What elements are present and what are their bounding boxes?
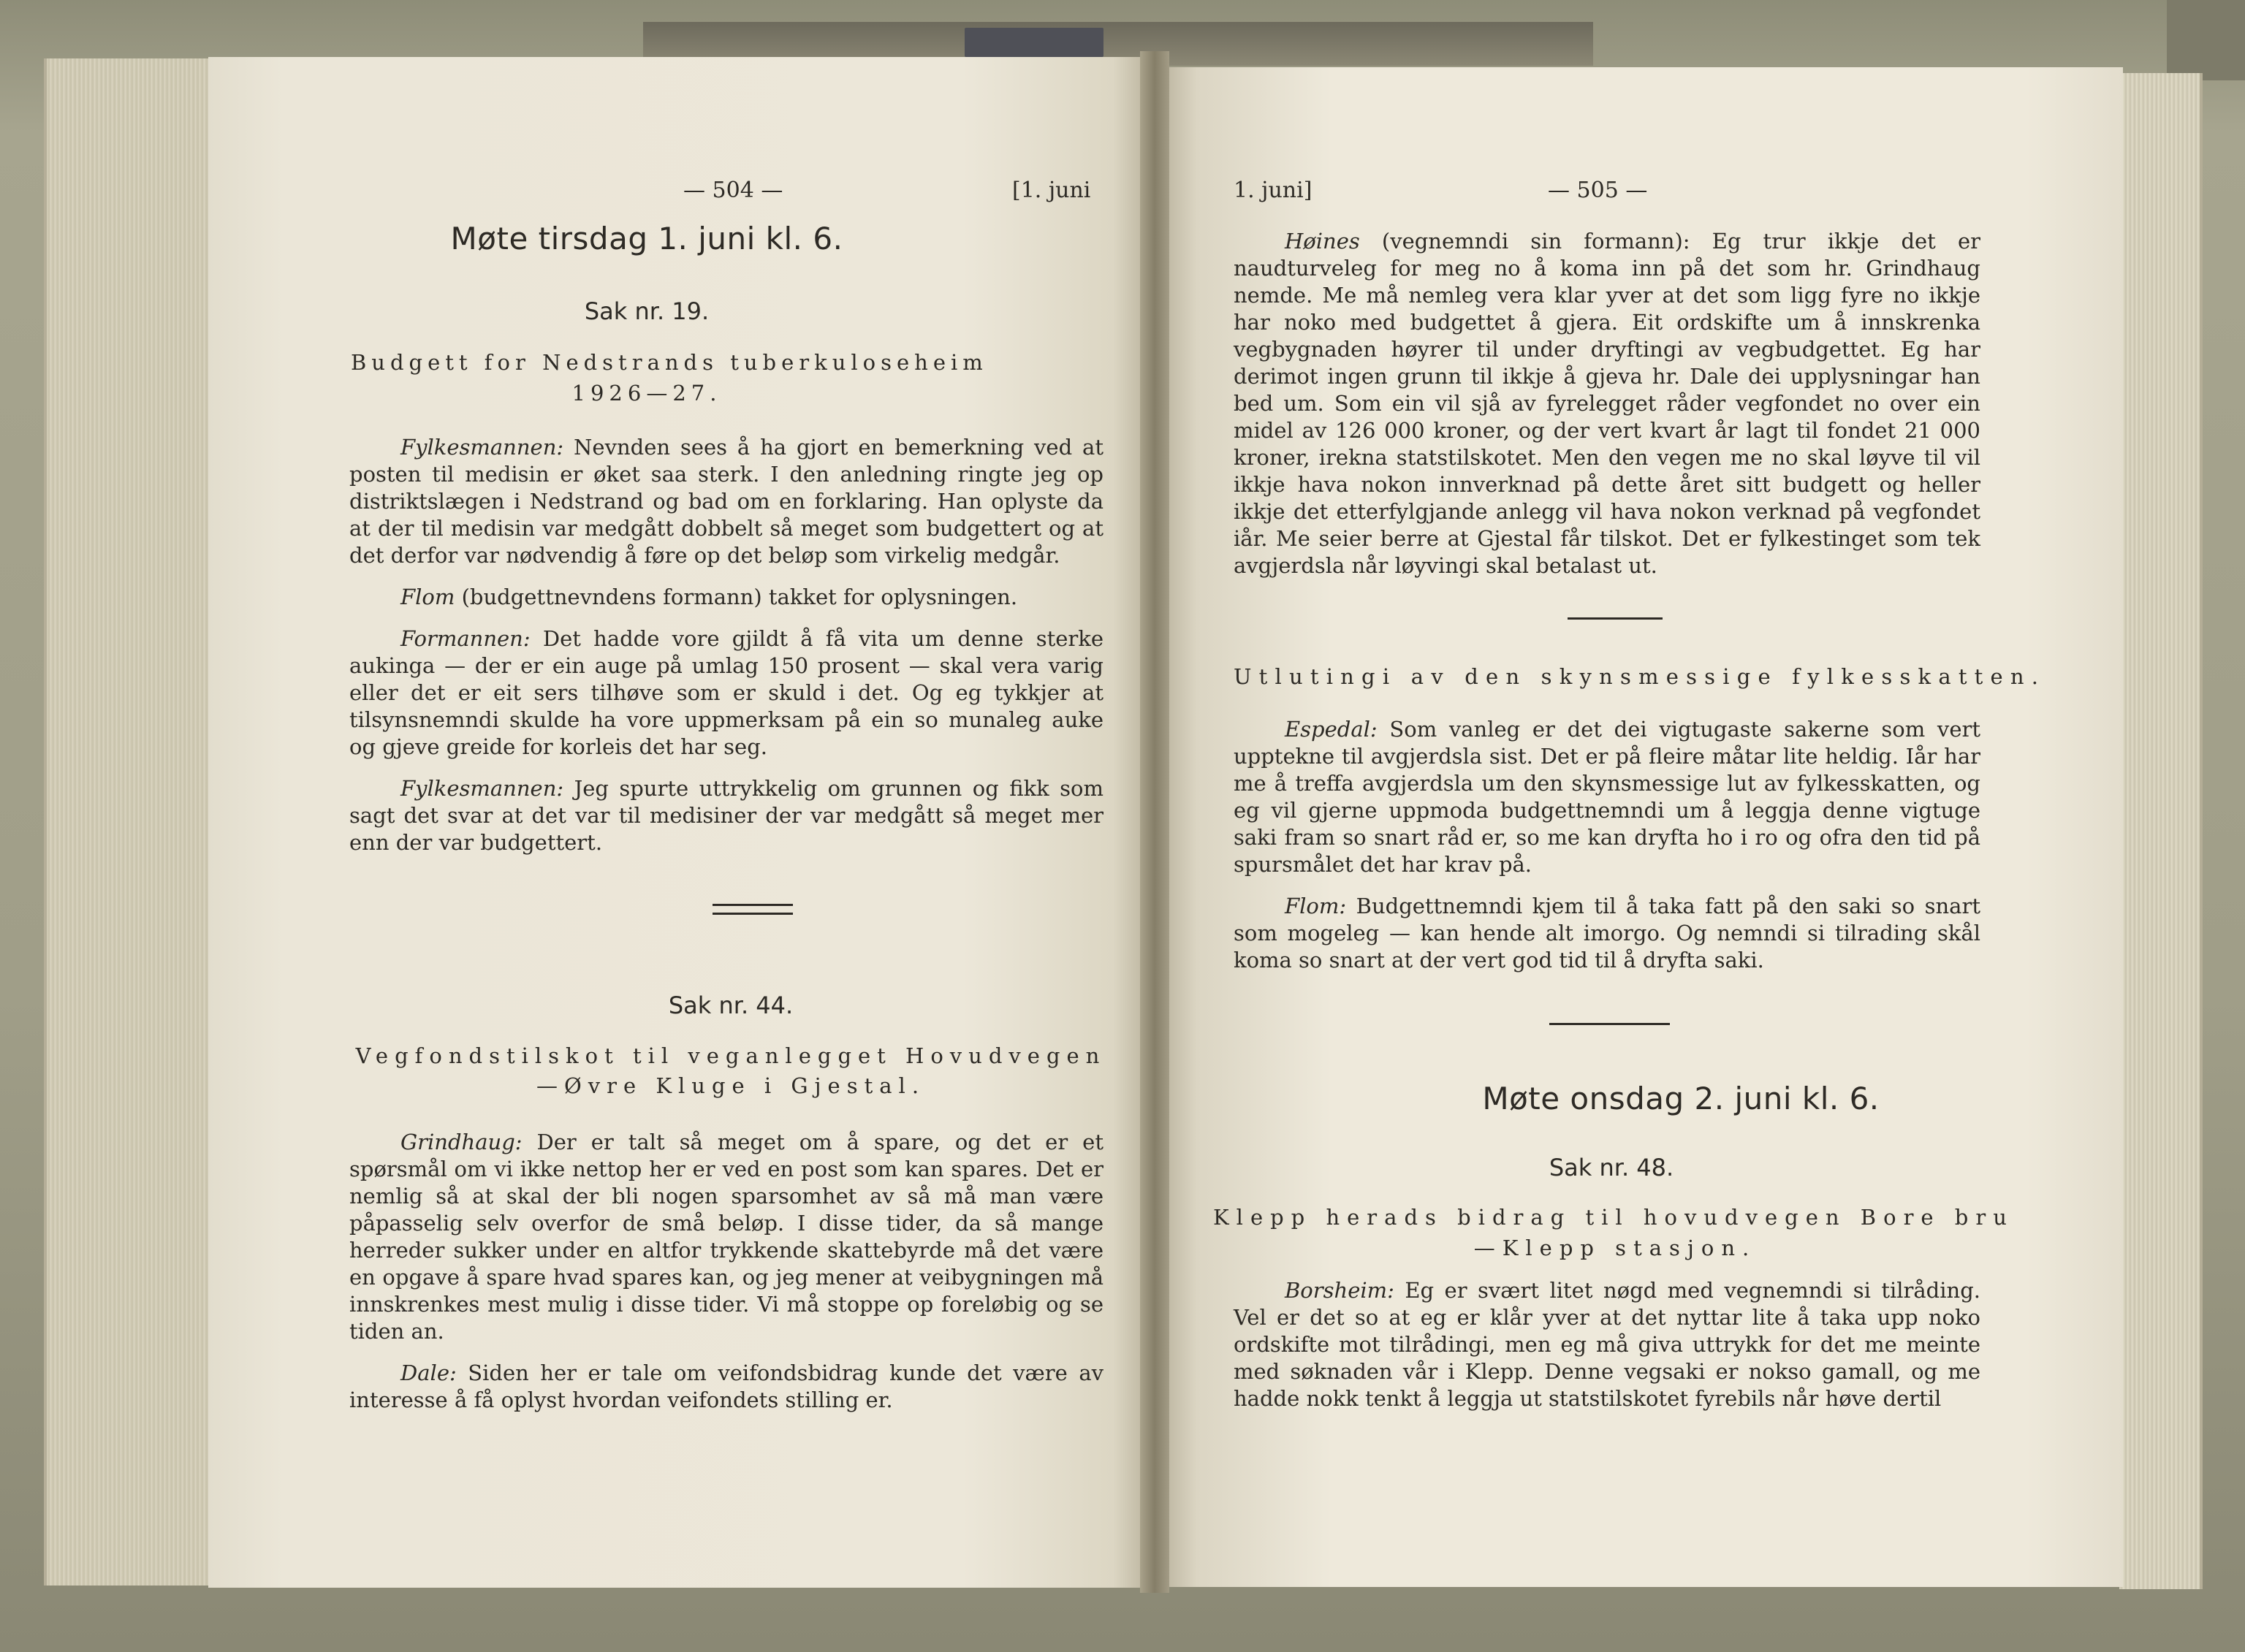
paragraph xyxy=(349,775,1103,856)
right-paragraphs-sak-44-cont xyxy=(1234,228,1980,579)
right-sak-48-number: Sak nr. 48. xyxy=(1549,1154,1674,1181)
paragraph-text: Der er talt så meget om å spare, og det er et spørsmål om vi ikke nettop her er ved en post som kan spares. Det er nemlig så at skal der bli nogen sparsomhet av så må man være påpasselig selv overfor de små beløp. I disse tider, da så mange herreder sukker under en altfor trykkende skattebyrde må det være en opgave å spare hvad spares kan, og jeg mener at veibygningen må innskrenkes mest mulig i disse tider. Vi må stoppe op foreløbig og se tiden an. xyxy=(349,1130,1103,1344)
section-divider xyxy=(1549,1023,1670,1025)
speaker-name: Flom: xyxy=(1285,894,1347,918)
book-cover-corner xyxy=(2167,0,2245,80)
left-paragraphs-sak-44 xyxy=(349,1129,1103,1414)
speaker-name: Borsheim: xyxy=(1285,1278,1394,1303)
speaker-name: Høines xyxy=(1285,229,1360,254)
left-sak-19-title-line2: 1926—27. xyxy=(571,381,722,406)
paragraph-text: Eg er svært litet nøgd med vegnemndi si tilråding. Vel er det so at eg er klår yver at det nyttar lite å taka upp noko ordskifte mot tilrådingi, men eg må giva uttrykk for det me meinte med søknaden vår i Klepp. Denne vegsaki er nokso gamall, og me hadde nokk tenkt å leggja ut statstilskotet fyrebils når høve dertil xyxy=(1234,1278,1980,1411)
paragraph xyxy=(349,434,1103,569)
right-paragraphs-sak-48 xyxy=(1234,1277,1980,1412)
page-stack-left xyxy=(44,58,215,1586)
paragraph-text: Jeg spurte uttrykkelig om grunnen og fikk som sagt det svar at det var til medisiner der var medgått så meget mer enn der var budgettert. xyxy=(349,776,1103,855)
left-meeting-title: Møte tirsdag 1. juni kl. 6. xyxy=(450,221,843,256)
speaker-name: Espedal: xyxy=(1285,717,1378,742)
paragraph-text: Siden her er tale om veifondsbidrag kunde det være av interesse å få oplyst hvordan veifondets stilling er. xyxy=(349,1360,1103,1412)
paragraph-text: Det hadde vore gjildt å få vita um denne sterke aukinga — der er ein auge på umlag 150 prosent — skal vera varig eller det er eit sers tilhøve som er skuld i det. Og eg tykkjer at tilsynsnemndi skulde ha vore uppmerksam på ein so munaleg auke og gjeve greide for korleis det har seg. xyxy=(349,626,1103,759)
paragraph xyxy=(1234,1277,1980,1412)
book-gutter xyxy=(1140,51,1169,1593)
right-page-number: — 505 — xyxy=(1548,178,1648,203)
speaker-name: Dale: xyxy=(400,1360,457,1385)
paragraph xyxy=(349,1360,1103,1414)
speaker-name: Flom xyxy=(400,585,455,609)
paragraph-text: Nevnden sees å ha gjort en bemerkning ved at posten til medisin er øket saa sterk. I den anledning ringte jeg op distriktslægen i Nedstrand og bad om en forklaring. Han oplyste da at der til medisin var medgått dobbelt så meget som budgettert og at det derfor var nødvendig å føre op det beløp som virkelig medgår. xyxy=(349,435,1103,568)
left-page-number: — 504 — xyxy=(683,178,783,203)
section-divider xyxy=(713,904,793,906)
left-paragraphs-sak-19 xyxy=(349,434,1103,856)
paragraph xyxy=(349,584,1103,611)
right-paragraphs-fylkesskatt xyxy=(1234,716,1980,974)
left-sak-19-title-line1: Budgett for Nedstrands tuberkuloseheim xyxy=(351,350,988,375)
right-sak-48-title-line2: —Klepp stasjon. xyxy=(1473,1236,1757,1260)
left-sak-44-title-line2: —Øvre Kluge i Gjestal. xyxy=(536,1073,926,1098)
speaker-name: Fylkesmannen: xyxy=(400,435,564,460)
speaker-name: Formannen: xyxy=(400,626,531,651)
left-sak-44-number: Sak nr. 44. xyxy=(668,991,794,1019)
paragraph xyxy=(1234,716,1980,878)
paragraph xyxy=(1234,228,1980,579)
left-page-date: [1. juni xyxy=(1012,178,1091,203)
right-sak-48-title-line1: Klepp herads bidrag til hovudvegen Bore bru xyxy=(1213,1205,2014,1230)
right-page-date: 1. juni] xyxy=(1234,178,1313,203)
paragraph-text: Budgettnemndi kjem til å taka fatt på den saki so snart som mogeleg — kan hende alt imorgo. Og nemndi si tilrading skål koma so snart at der vert god tid til å dryfta saki. xyxy=(1234,894,1980,972)
right-meeting-title: Møte onsdag 2. juni kl. 6. xyxy=(1482,1081,1880,1116)
paragraph xyxy=(1234,893,1980,974)
left-sak-44-title-line1: Vegfondstilskot til veganlegget Hovudvegen xyxy=(355,1043,1106,1068)
speaker-name: Grindhaug: xyxy=(400,1130,523,1154)
page-stack-right xyxy=(2119,73,2203,1589)
section-divider xyxy=(713,913,793,915)
paragraph xyxy=(349,625,1103,761)
paragraph-text: (vegnemndi sin formann): Eg trur ikkje det er naudturveleg for meg no å koma inn på det som hr. Grindhaug nemde. Me må nemleg vera klar yver at det som ligg fyre no ikkje har noko med budgettet å gjera. Eit ordskifte um å innskrenka vegbygnaden høyrer til under dryftingi av vegbudgettet. Eg har derimot ingen grunn til ikkje å gjeva hr. Dale dei upplysningar han bed um. Som ein vil sjå av fyrelegget råder vegfondet no over ein midel av 126 000 kroner, og der vert kvart år lagt til fondet 21 000 kroner, irekna statstilskotet. Men den vegen me no skal løyve til vil ikkje hava nokon innverknad på dette året sitt budgett og heller ikkje det etterfylgjande anlegg vil hava nokon verknad på vegfondet iår. Me seier berre at Gjestal får tilskot. Det er fylkestinget som tek avgjerdsla når løyvingi skal betalast ut. xyxy=(1234,229,1980,578)
section-divider xyxy=(1568,617,1663,620)
speaker-name: Fylkesmannen: xyxy=(400,776,564,801)
paragraph-text: Som vanleg er det dei vigtugaste sakerne som vert upptekne til avgjerdsla sist. Det er på fleire måtar lite heldig. Iår har me å treffa avgjerdsla um den skynsmessige lut av fylkesskatten, og eg vil gjerne uppmoda budgettnemndi um å leggja denne vigtuge saki fram so snart råd er, so me kan dryfta ho i ro og ofra den tid på spursmålet det har krav på. xyxy=(1234,717,1980,877)
left-sak-19-number: Sak nr. 19. xyxy=(584,297,710,325)
paragraph-text: (budgettnevndens formann) takket for oplysningen. xyxy=(455,585,1018,609)
bookmark-ribbon xyxy=(965,28,1103,57)
right-section-title: Utlutingi av den skynsmessige fylkesskatten. xyxy=(1234,664,2046,689)
paragraph xyxy=(349,1129,1103,1345)
